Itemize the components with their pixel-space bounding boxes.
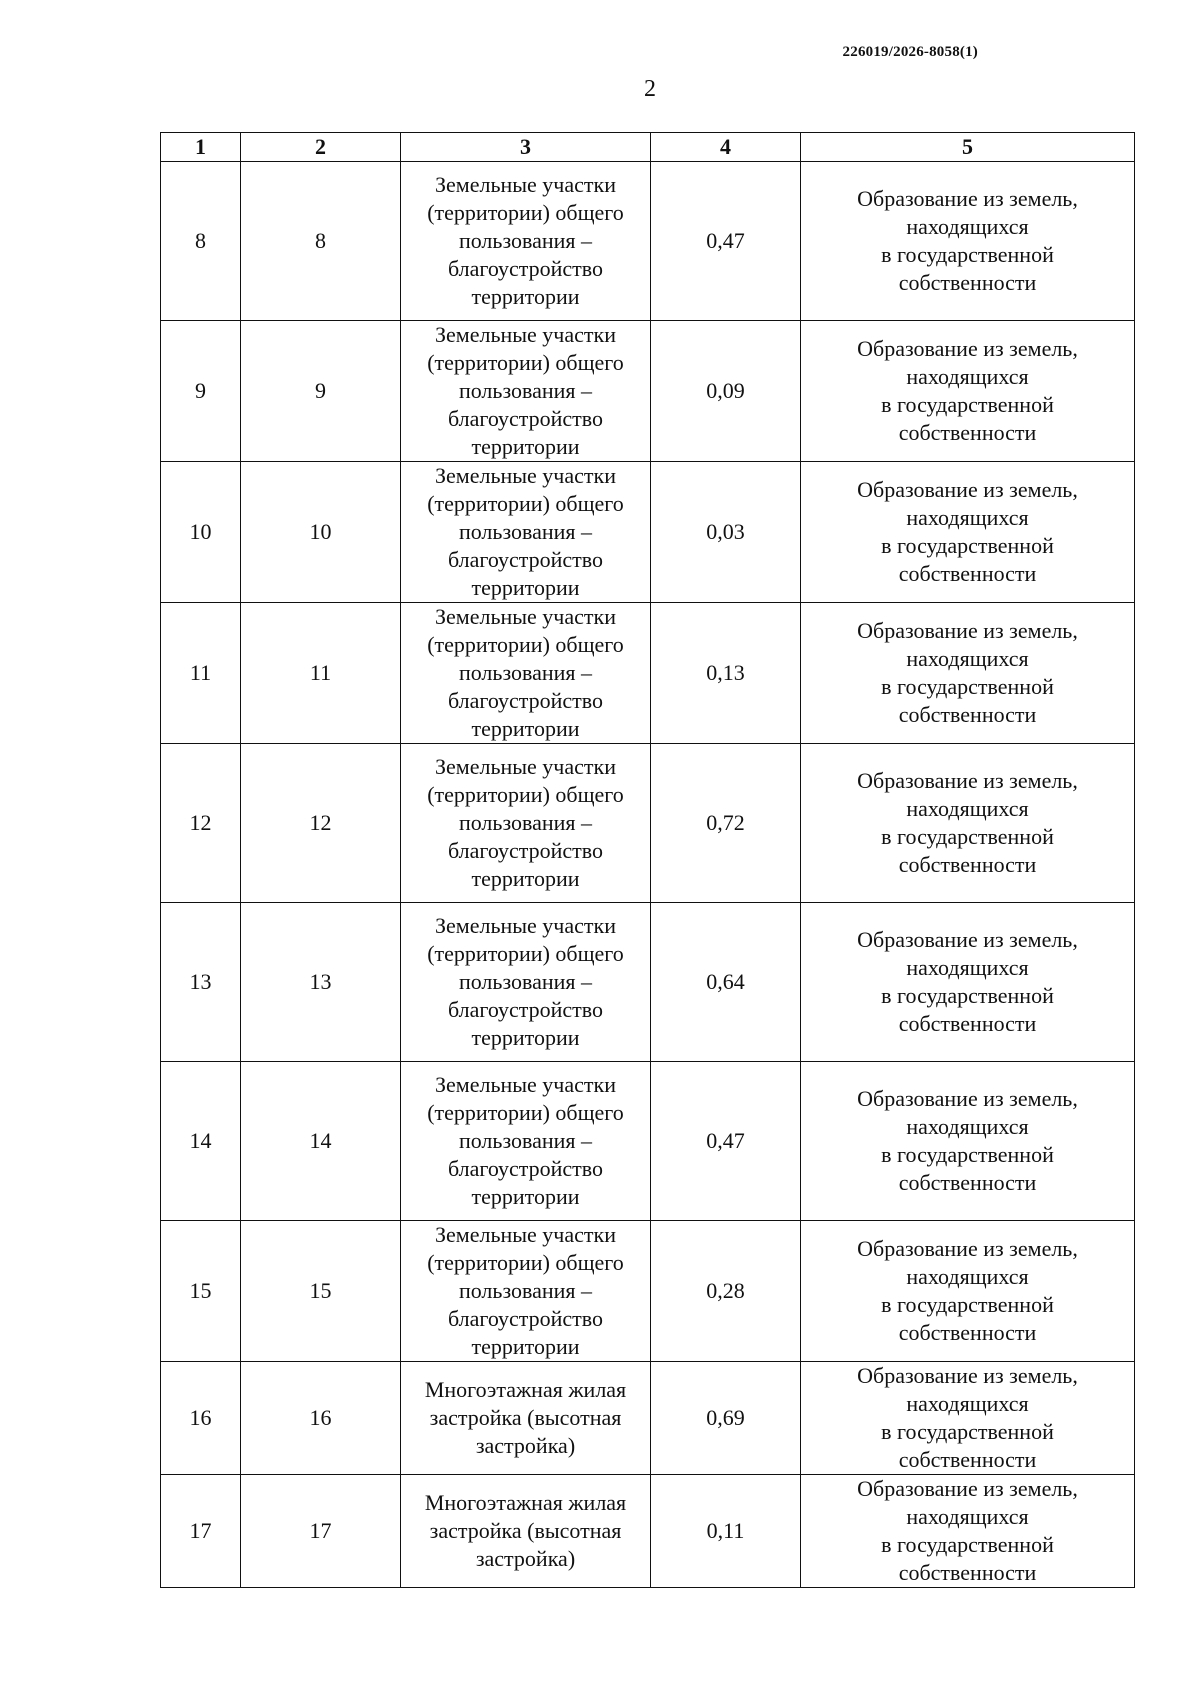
column-header-5: 5 <box>801 133 1135 162</box>
cell-line: собственности <box>898 1011 1037 1036</box>
column-header-3: 3 <box>401 133 651 162</box>
cell-line: территории <box>471 1184 580 1209</box>
cell-col-3 <box>401 162 651 321</box>
cell-line: пользования – <box>458 810 593 835</box>
cell-col-5 <box>801 1475 1135 1588</box>
cell-col-2: 16 <box>241 1362 401 1475</box>
cell-line: собственности <box>898 852 1037 877</box>
cell-col-3 <box>401 462 651 603</box>
cell-line: Образование из земель, <box>857 477 1078 502</box>
cell-line: Земельные участки <box>435 604 616 629</box>
cell-line: благоустройство <box>447 256 604 281</box>
cell-line: пользования – <box>458 378 593 403</box>
cell-line: в государственной <box>881 1142 1054 1167</box>
cell-line: в государственной <box>881 242 1054 267</box>
cell-line: пользования – <box>458 519 593 544</box>
table-row <box>161 903 1135 1062</box>
cell-line: Образование из земель, <box>857 927 1078 952</box>
cell-line: Земельные участки <box>435 172 616 197</box>
cell-line: находящихся <box>906 214 1029 239</box>
table-row <box>161 321 1135 462</box>
cell-line: (территории) общего <box>427 1100 624 1125</box>
cell-line: благоустройство <box>447 1156 604 1181</box>
page-number: 2 <box>644 76 656 102</box>
cell-col-5 <box>801 1221 1135 1362</box>
cell-line: находящихся <box>906 646 1029 671</box>
cell-line: застройка) <box>475 1433 576 1458</box>
cell-line: собственности <box>898 561 1037 586</box>
cell-line: Образование из земель, <box>857 618 1078 643</box>
table-row <box>161 1362 1135 1475</box>
cell-line: в государственной <box>881 1532 1054 1557</box>
table-row <box>161 462 1135 603</box>
table-row <box>161 1475 1135 1588</box>
cell-col-1: 17 <box>161 1475 241 1588</box>
cell-line: благоустройство <box>447 997 604 1022</box>
cell-line: пользования – <box>458 228 593 253</box>
cell-col-1: 9 <box>161 321 241 462</box>
cell-line: Земельные участки <box>435 754 616 779</box>
cell-line: собственности <box>898 1170 1037 1195</box>
cell-line: (территории) общего <box>427 1250 624 1275</box>
cell-col-1: 14 <box>161 1062 241 1221</box>
land-plots-table <box>160 132 1135 1588</box>
cell-line: территории <box>471 434 580 459</box>
cell-line: находящихся <box>906 1264 1029 1289</box>
cell-line: Земельные участки <box>435 1072 616 1097</box>
cell-line: благоустройство <box>447 547 604 572</box>
table-row <box>161 1062 1135 1221</box>
cell-line: Земельные участки <box>435 1222 616 1247</box>
cell-col-1: 13 <box>161 903 241 1062</box>
cell-col-4: 0,47 <box>651 162 801 321</box>
document-number: 226019/2026-8058(1) <box>842 44 978 60</box>
cell-col-2: 11 <box>241 603 401 744</box>
table-row <box>161 1221 1135 1362</box>
cell-col-2: 10 <box>241 462 401 603</box>
cell-line: пользования – <box>458 1128 593 1153</box>
cell-line: Образование из земель, <box>857 1086 1078 1111</box>
cell-line: Образование из земель, <box>857 768 1078 793</box>
cell-col-4: 0,69 <box>651 1362 801 1475</box>
cell-col-3 <box>401 1475 651 1588</box>
cell-line: благоустройство <box>447 838 604 863</box>
cell-line: в государственной <box>881 824 1054 849</box>
cell-col-2: 13 <box>241 903 401 1062</box>
cell-col-5 <box>801 603 1135 744</box>
cell-col-3 <box>401 744 651 903</box>
cell-line: территории <box>471 716 580 741</box>
cell-line: территории <box>471 866 580 891</box>
cell-col-3 <box>401 1362 651 1475</box>
cell-col-2: 9 <box>241 321 401 462</box>
cell-line: территории <box>471 284 580 309</box>
cell-line: Земельные участки <box>435 913 616 938</box>
cell-col-2: 8 <box>241 162 401 321</box>
cell-line: собственности <box>898 1320 1037 1345</box>
cell-line: (территории) общего <box>427 782 624 807</box>
table-row <box>161 162 1135 321</box>
cell-col-4: 0,64 <box>651 903 801 1062</box>
cell-line: территории <box>471 575 580 600</box>
cell-col-4: 0,47 <box>651 1062 801 1221</box>
cell-line: находящихся <box>906 505 1029 530</box>
cell-line: (территории) общего <box>427 350 624 375</box>
cell-line: (территории) общего <box>427 200 624 225</box>
cell-col-1: 8 <box>161 162 241 321</box>
cell-line: (территории) общего <box>427 491 624 516</box>
cell-col-5 <box>801 462 1135 603</box>
table-header <box>161 133 1135 162</box>
cell-col-4: 0,72 <box>651 744 801 903</box>
cell-col-3 <box>401 903 651 1062</box>
cell-col-1: 11 <box>161 603 241 744</box>
cell-col-2: 12 <box>241 744 401 903</box>
cell-line: собственности <box>898 420 1037 445</box>
cell-line: Многоэтажная жилая <box>424 1377 627 1402</box>
cell-line: в государственной <box>881 533 1054 558</box>
cell-line: Образование из земель, <box>857 336 1078 361</box>
cell-line: в государственной <box>881 674 1054 699</box>
cell-line: пользования – <box>458 969 593 994</box>
cell-line: в государственной <box>881 983 1054 1008</box>
cell-line: пользования – <box>458 1278 593 1303</box>
column-number-row <box>161 133 1135 162</box>
table-row <box>161 603 1135 744</box>
cell-col-2: 14 <box>241 1062 401 1221</box>
cell-line: территории <box>471 1025 580 1050</box>
cell-col-2: 17 <box>241 1475 401 1588</box>
cell-line: собственности <box>898 1560 1037 1585</box>
cell-line: находящихся <box>906 796 1029 821</box>
cell-line: застройка (высотная <box>429 1518 622 1543</box>
cell-col-5 <box>801 321 1135 462</box>
cell-col-4: 0,11 <box>651 1475 801 1588</box>
cell-line: собственности <box>898 702 1037 727</box>
cell-col-5 <box>801 903 1135 1062</box>
cell-col-1: 12 <box>161 744 241 903</box>
cell-line: в государственной <box>881 1292 1054 1317</box>
cell-line: пользования – <box>458 660 593 685</box>
cell-col-3 <box>401 1221 651 1362</box>
cell-line: Многоэтажная жилая <box>424 1490 627 1515</box>
cell-line: Образование из земель, <box>857 186 1078 211</box>
cell-col-3 <box>401 1062 651 1221</box>
cell-col-4: 0,13 <box>651 603 801 744</box>
cell-col-5 <box>801 162 1135 321</box>
cell-col-4: 0,28 <box>651 1221 801 1362</box>
cell-col-5 <box>801 744 1135 903</box>
cell-line: Образование из земель, <box>857 1476 1078 1501</box>
cell-line: Земельные участки <box>435 322 616 347</box>
table-row <box>161 744 1135 903</box>
column-header-2: 2 <box>241 133 401 162</box>
cell-line: (территории) общего <box>427 632 624 657</box>
column-header-4: 4 <box>651 133 801 162</box>
cell-line: Образование из земель, <box>857 1363 1078 1388</box>
cell-line: в государственной <box>881 392 1054 417</box>
cell-line: находящихся <box>906 1391 1029 1416</box>
cell-line: (территории) общего <box>427 941 624 966</box>
cell-col-3 <box>401 321 651 462</box>
cell-col-1: 16 <box>161 1362 241 1475</box>
cell-line: застройка) <box>475 1546 576 1571</box>
cell-col-1: 15 <box>161 1221 241 1362</box>
cell-line: собственности <box>898 1447 1037 1472</box>
cell-col-2: 15 <box>241 1221 401 1362</box>
cell-col-5 <box>801 1362 1135 1475</box>
column-header-1: 1 <box>161 133 241 162</box>
cell-line: собственности <box>898 270 1037 295</box>
cell-line: благоустройство <box>447 406 604 431</box>
cell-line: в государственной <box>881 1419 1054 1444</box>
cell-line: Земельные участки <box>435 463 616 488</box>
cell-line: благоустройство <box>447 1306 604 1331</box>
table-body <box>161 162 1135 1588</box>
cell-line: находящихся <box>906 1504 1029 1529</box>
cell-col-4: 0,03 <box>651 462 801 603</box>
cell-col-5 <box>801 1062 1135 1221</box>
cell-line: территории <box>471 1334 580 1359</box>
cell-line: находящихся <box>906 955 1029 980</box>
cell-line: Образование из земель, <box>857 1236 1078 1261</box>
cell-col-4: 0,09 <box>651 321 801 462</box>
cell-line: находящихся <box>906 1114 1029 1139</box>
cell-col-3 <box>401 603 651 744</box>
cell-col-1: 10 <box>161 462 241 603</box>
cell-line: застройка (высотная <box>429 1405 622 1430</box>
cell-line: благоустройство <box>447 688 604 713</box>
cell-line: находящихся <box>906 364 1029 389</box>
